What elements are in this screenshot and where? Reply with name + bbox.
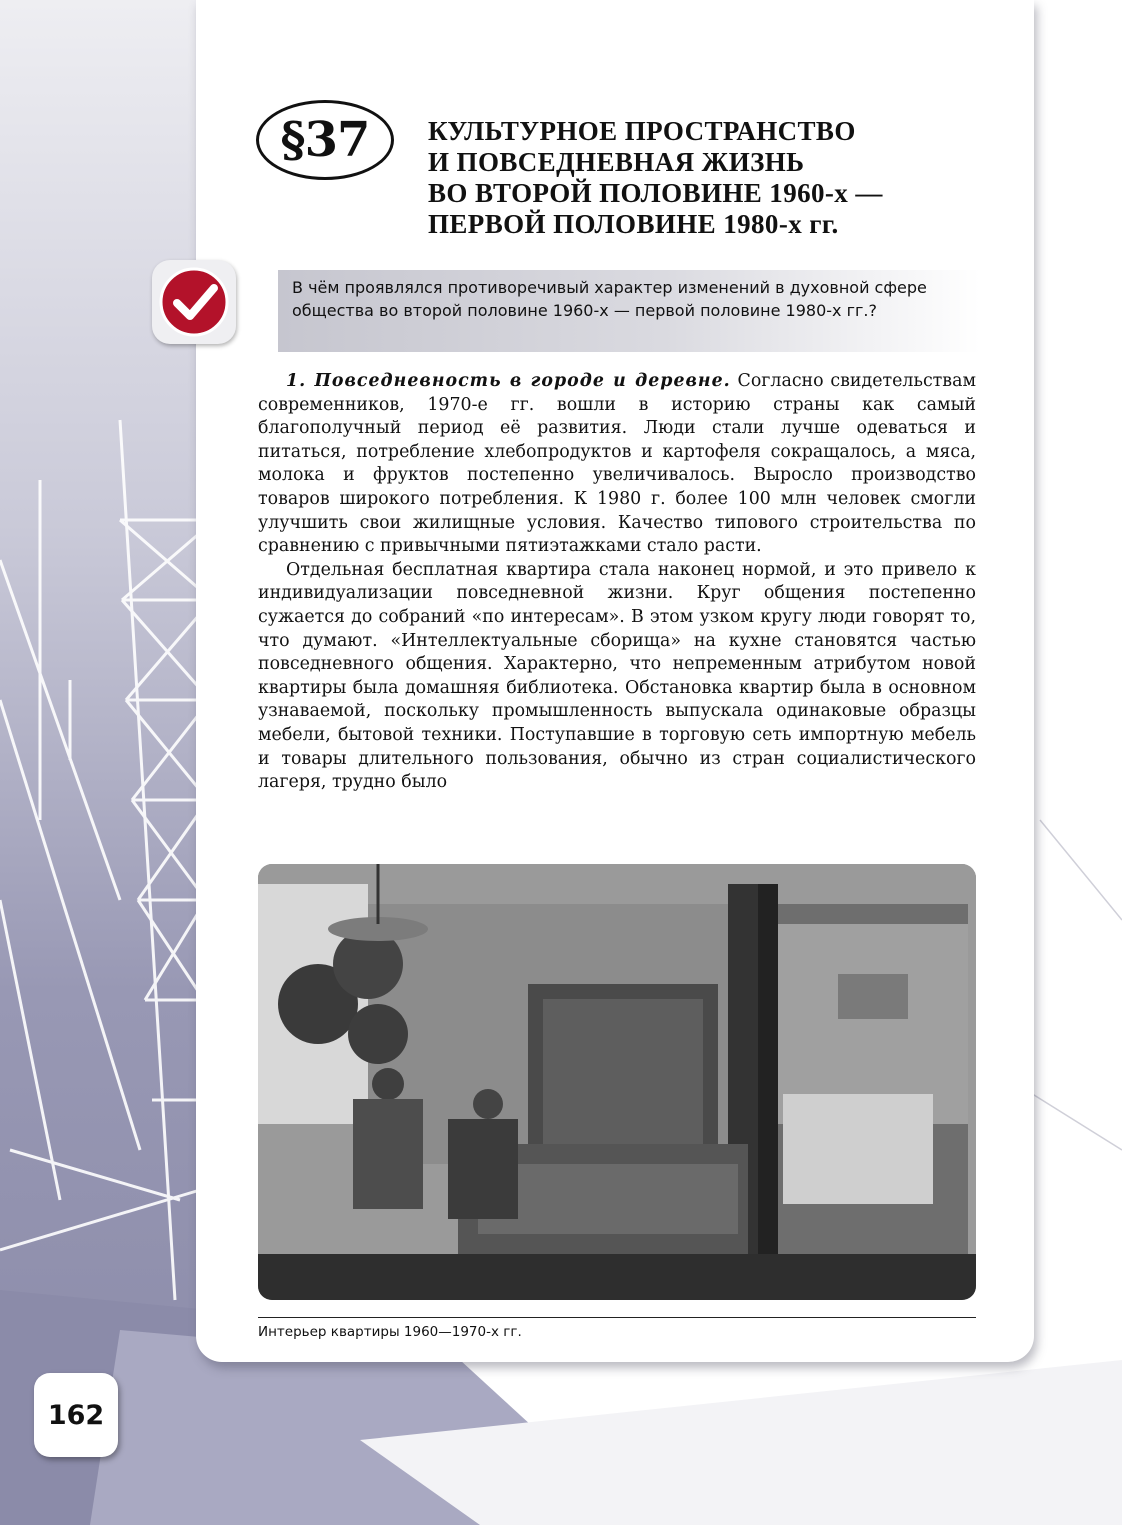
title-line-4: ПЕРВОЙ ПОЛОВИНЕ 1980-х гг.	[428, 209, 839, 239]
section-number-badge	[256, 100, 394, 180]
body-text	[258, 370, 976, 795]
paragraph-1-text: Согласно свидетельствам современников, 1970-е гг. вошли в историю страны как самый благополучный период её развития. Люди стали лучше одеваться и питаться, потребление хлебопродуктов и картофеля сокращалось, а мяса, молока и фруктов постепенно увеличивалось. Выросло производство товаров широкого потребления. К 1980 г. более 100 млн человек смогли улучшить свои жилищные условия. Качество типового строительства по сравнению с привычными пятиэтажками стало расти.	[258, 371, 976, 557]
check-icon	[152, 260, 236, 344]
page-number: 162	[47, 1399, 105, 1431]
caption-rule	[258, 1317, 976, 1318]
paragraph-1	[258, 370, 976, 559]
title-line-3: ВО ВТОРОЙ ПОЛОВИНЕ 1960-х —	[428, 178, 883, 208]
apartment-interior-photo	[258, 864, 976, 1300]
subsection-heading: 1. Повседневность в городе и деревне.	[286, 371, 731, 391]
paragraph-2: Отдельная бесплатная квартира стала наконец нормой, и это привело к индивидуализации повседневной жизни. Круг общения постепенно сужается до собраний «по интересам». В этом узком кругу люди говорят то, что думают. «Интеллектуальные сборища» на кухне становятся частью повседневного общения. Характерно, что непременным атрибутом новой квартиры была домашняя библиотека. Обстановка квартир была в основном узнаваемой, поскольку промышленность выпускала одинаковые образцы мебели, бытовой техники. Поступавшие в торговую сеть импортную мебель и товары длительного пользования, обычно из стран социалистического лагеря, трудно было	[258, 559, 976, 793]
page-number-box	[34, 1373, 118, 1457]
title-line-2: И ПОВСЕДНЕВНАЯ ЖИЗНЬ	[428, 147, 805, 177]
check-badge	[152, 260, 236, 344]
photo-caption: Интерьер квартиры 1960—1970-х гг.	[258, 1324, 522, 1340]
section-title	[428, 116, 988, 240]
question-text: В чём проявлялся противоречивый характер изменений в духовной сфере общества во второй половине 1960-х — первой половине 1980-х гг.?	[292, 278, 927, 320]
section-number: §37	[280, 112, 370, 168]
title-line-1: КУЛЬТУРНОЕ ПРОСТРАНСТВО	[428, 116, 856, 146]
